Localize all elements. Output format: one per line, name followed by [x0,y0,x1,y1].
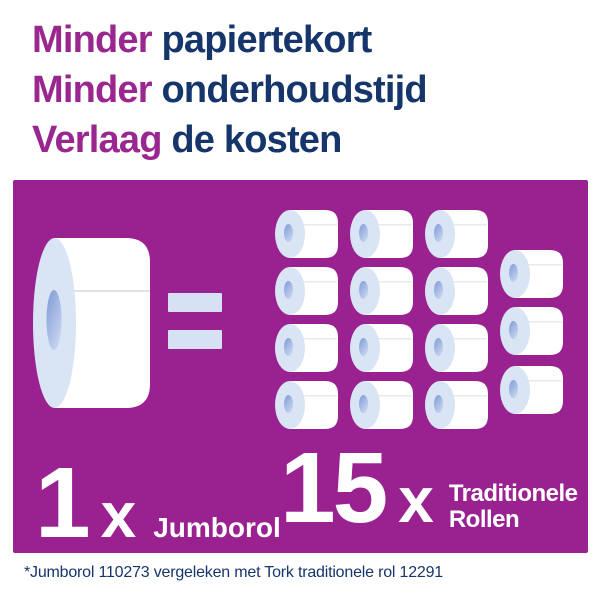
traditional-roll-icon [350,381,413,429]
jumbo-roll-icon [33,238,150,408]
jumbo-count-group [35,447,281,559]
traditional-label-line2: Rollen [448,506,520,533]
headline-accent-1: Minder [32,19,152,61]
traditional-roll-icon [425,267,488,315]
traditional-roll-icon [425,324,488,372]
traditional-roll-icon [275,324,338,372]
traditional-roll-icon [275,381,338,429]
headline-line-1 [32,15,427,65]
headline-rest-3: de kosten [161,119,342,161]
jumbo-label: Jumborol [153,512,281,543]
traditional-count-group [280,432,578,544]
headline-line-2 [32,65,427,115]
traditional-roll-icon [275,267,338,315]
traditional-roll-icon [500,250,563,298]
headline-line-3 [32,115,427,165]
headline [32,15,427,165]
headline-rest-2: onderhoudstijd [151,69,427,111]
traditional-roll-icon [425,210,488,258]
headline-rest-1: papiertekort [151,19,372,61]
traditional-times: x [398,464,434,536]
traditional-roll-icon [350,210,413,258]
comparison-panel [13,180,588,559]
jumbo-count: 1 [35,447,88,559]
headline-accent-3: Verlaag [32,119,162,161]
traditional-count: 15 [280,432,386,544]
headline-accent-2: Minder [32,69,152,111]
jumbo-times: x [100,479,137,551]
traditional-roll-icon [275,210,338,258]
traditional-label [449,481,578,533]
traditional-roll-icon [350,267,413,315]
traditional-label-line1: Traditionele [448,480,578,507]
footnote: *Jumborol 110273 vergeleken met Tork traditionele rol 12291 [24,564,443,581]
traditional-roll-icon [425,381,488,429]
traditional-roll-icon [500,307,563,355]
traditional-roll-icon [350,324,413,372]
equals-icon [168,293,222,349]
traditional-roll-icon [500,366,563,414]
